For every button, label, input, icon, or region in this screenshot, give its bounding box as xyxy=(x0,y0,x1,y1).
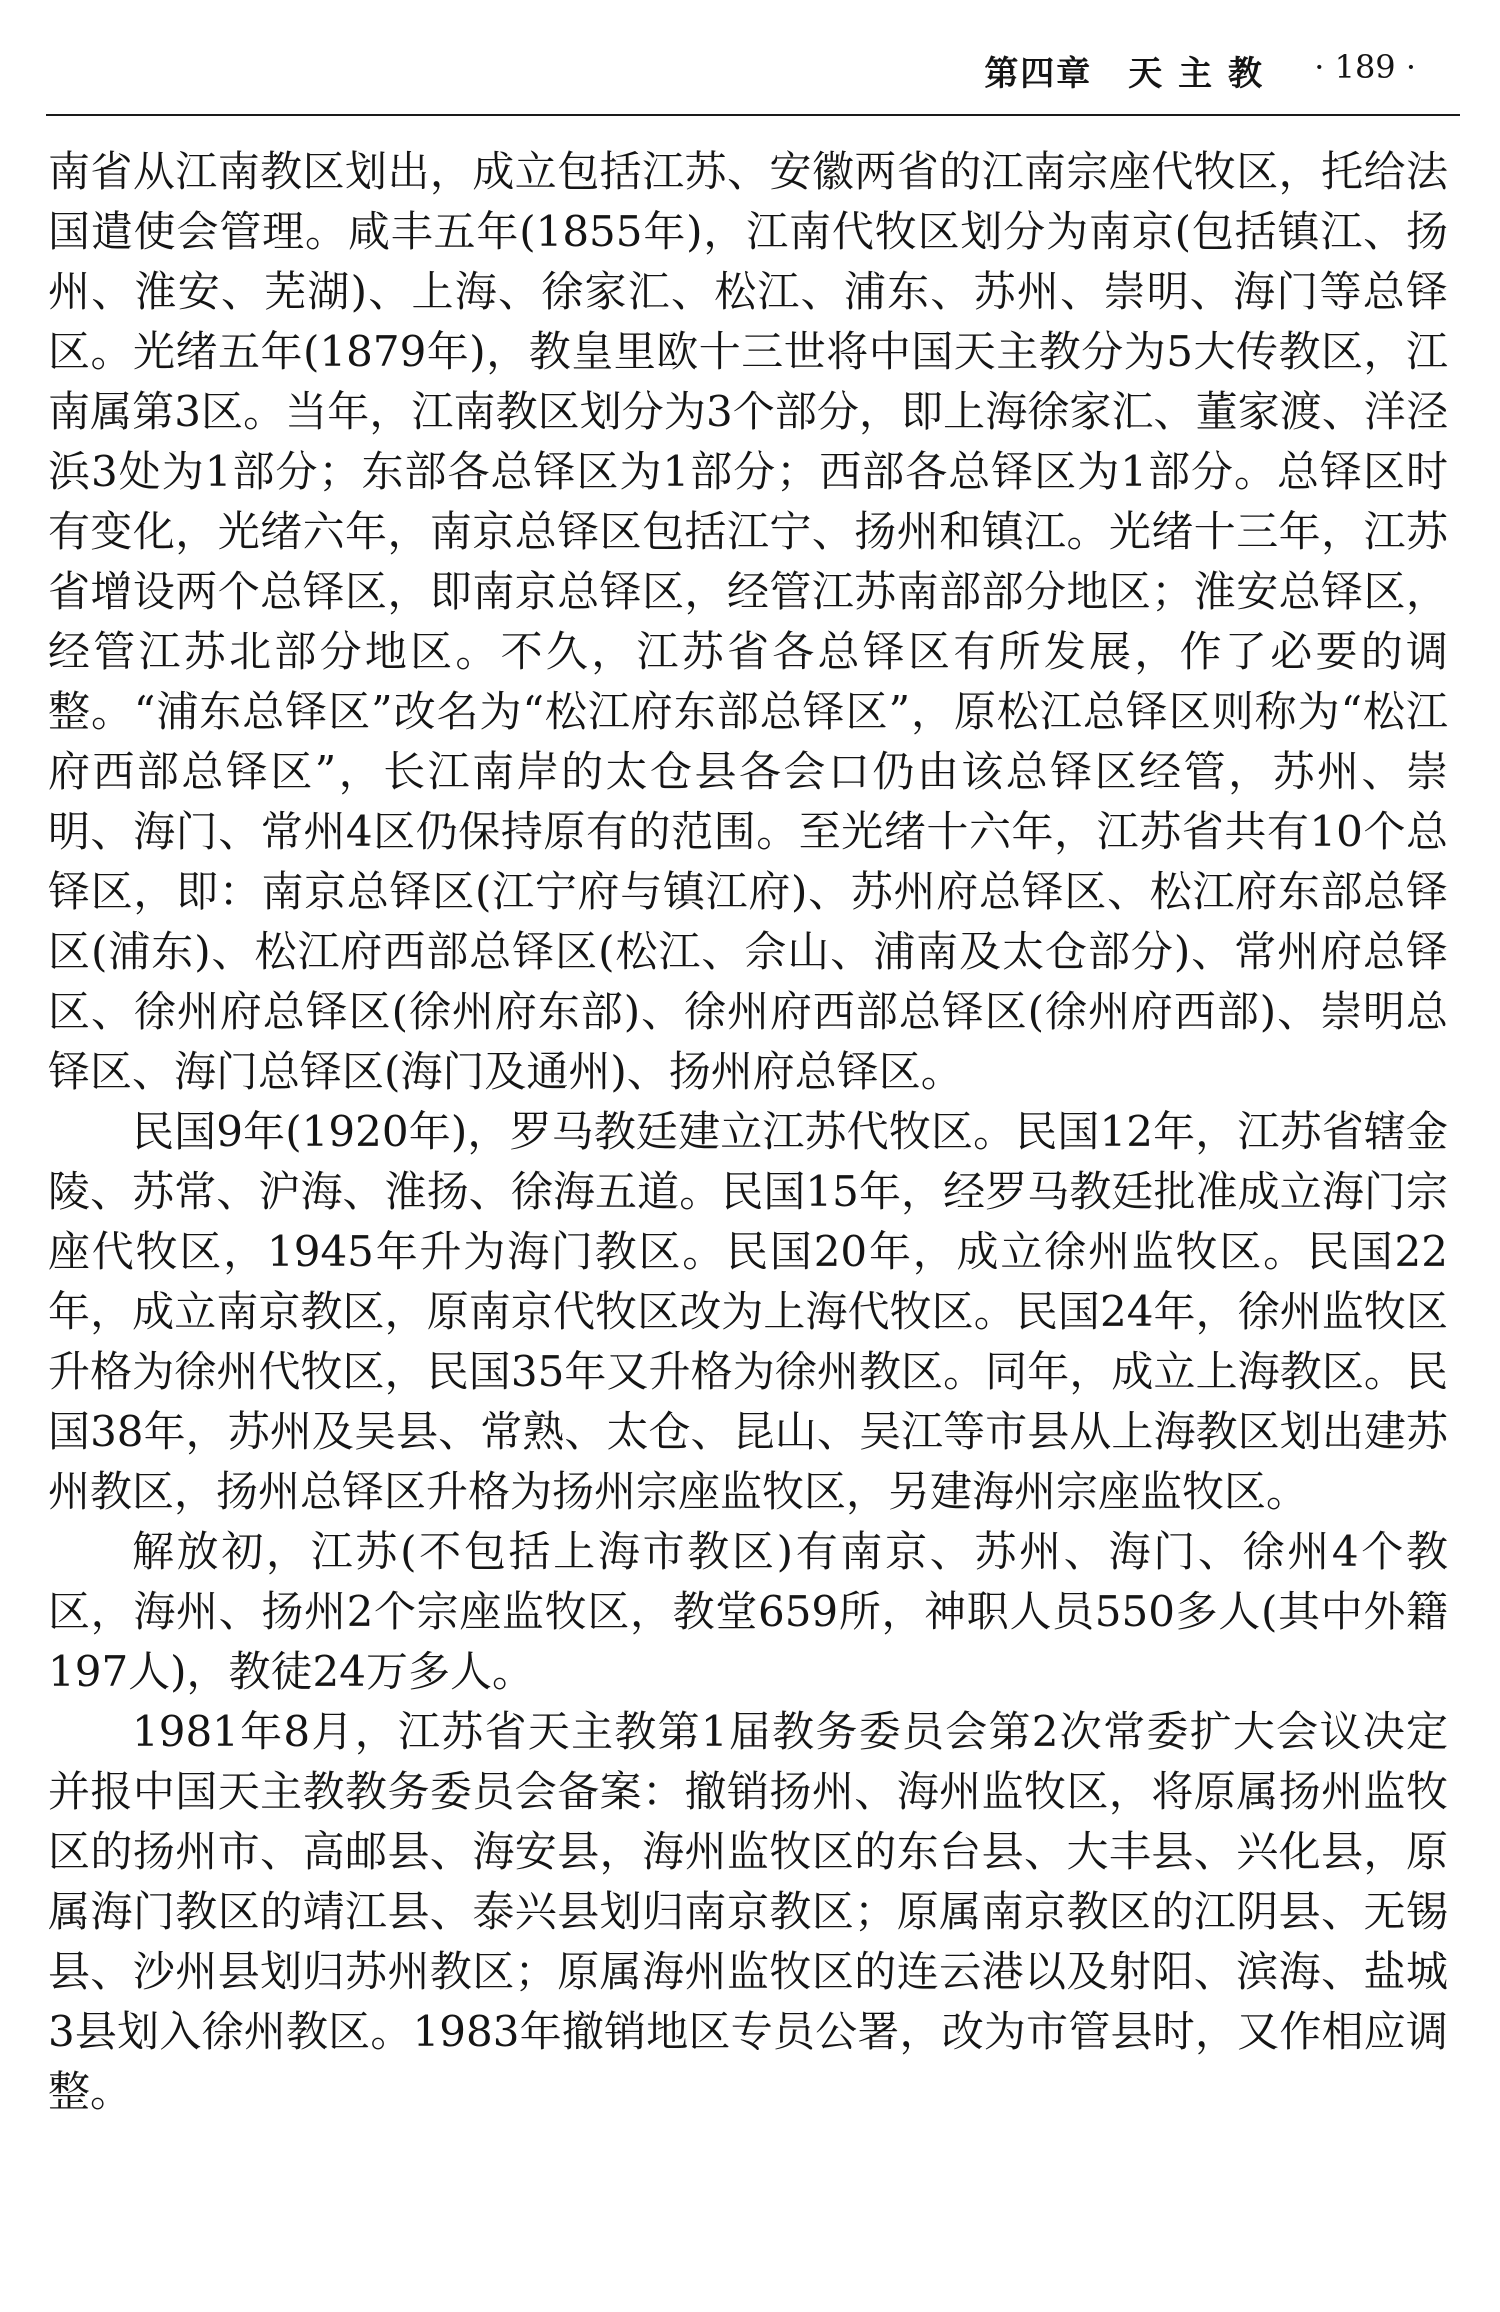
running-header xyxy=(46,42,1460,116)
page-number: · 189 · xyxy=(1314,48,1416,86)
paragraph-liberation: 解放初，江苏(不包括上海市教区)有南京、苏州、海门、徐州4个教区，海州、扬州2个宗座监牧区，教堂659所，神职人员550多人(其中外籍197人)，教徒24万多人。 xyxy=(48,1527,1448,1696)
chapter-title: 第四章 天 主 教 xyxy=(984,54,1264,94)
paragraph-continued: 南省从江南教区划出，成立包括江苏、安徽两省的江南宗座代牧区，托给法国遣使会管理。咸丰五年(1855年)，江南代牧区划分为南京(包括镇江、扬州、淮安、芜湖)、上海、徐家汇、松江、浦东、苏州、崇明、海门等总铎区。光绪五年(1879年)，教皇里欧十三世将中国天主教分为5大传教区，江南属第3区。当年，江南教区划分为3个部分，即上海徐家汇、董家渡、洋泾浜3处为1部分；东部各总铎区为1部分；西部各总铎区为1部分。总铎区时有变化，光绪六年，南京总铎区包括江宁、扬州和镇江。光绪十三年，江苏省增设两个总铎区，即南京总铎区，经管江苏南部部分地区；淮安总铎区，经管江苏北部分地区。不久，江苏省各总铎区有所发展，作了必要的调整。“浦东总铎区”改名为“松江府东部总铎区”，原松江总铎区则称为“松江府西部总铎区”，长江南岸的太仓县各会口仍由该总铎区经管，苏州、崇明、海门、常州4区仍保持原有的范围。至光绪十六年，江苏省共有10个总铎区，即：南京总铎区(江宁府与镇江府)、苏州府总铎区、松江府东部总铎区(浦东)、松江府西部总铎区(松江、佘山、浦南及太仓部分)、常州府总铎区、徐州府总铎区(徐州府东部)、徐州府西部总铎区(徐州府西部)、崇明总铎区、海门总铎区(海门及通州)、扬州府总铎区。 xyxy=(48,147,1448,1096)
paragraph-1981-reorganization: 1981年8月，江苏省天主教第1届教务委员会第2次常委扩大会议决定并报中国天主教教务委员会备案：撤销扬州、海州监牧区，将原属扬州监牧区的扬州市、高邮县、海安县，海州监牧区的东台县、大丰县、兴化县，原属海门教区的靖江县、泰兴县划归南京教区；原属南京教区的江阴县、无锡县、沙州县划归苏州教区；原属海州监牧区的连云港以及射阳、滨海、盐城3县划入徐州教区。1983年撤销地区专员公署，改为市管县时，又作相应调整。 xyxy=(48,1707,1448,2116)
paragraph-republic-era: 民国9年(1920年)，罗马教廷建立江苏代牧区。民国12年，江苏省辖金陵、苏常、沪海、淮扬、徐海五道。民国15年，经罗马教廷批准成立海门宗座代牧区，1945年升为海门教区。民国20年，成立徐州监牧区。民国22年，成立南京教区，原南京代牧区改为上海代牧区。民国24年，徐州监牧区升格为徐州代牧区，民国35年又升格为徐州教区。同年，成立上海教区。民国38年，苏州及吴县、常熟、太仓、昆山、吴江等市县从上海教区划出建苏州教区，扬州总铎区升格为扬州宗座监牧区，另建海州宗座监牧区。 xyxy=(48,1107,1448,1516)
body-text xyxy=(48,142,1448,2122)
